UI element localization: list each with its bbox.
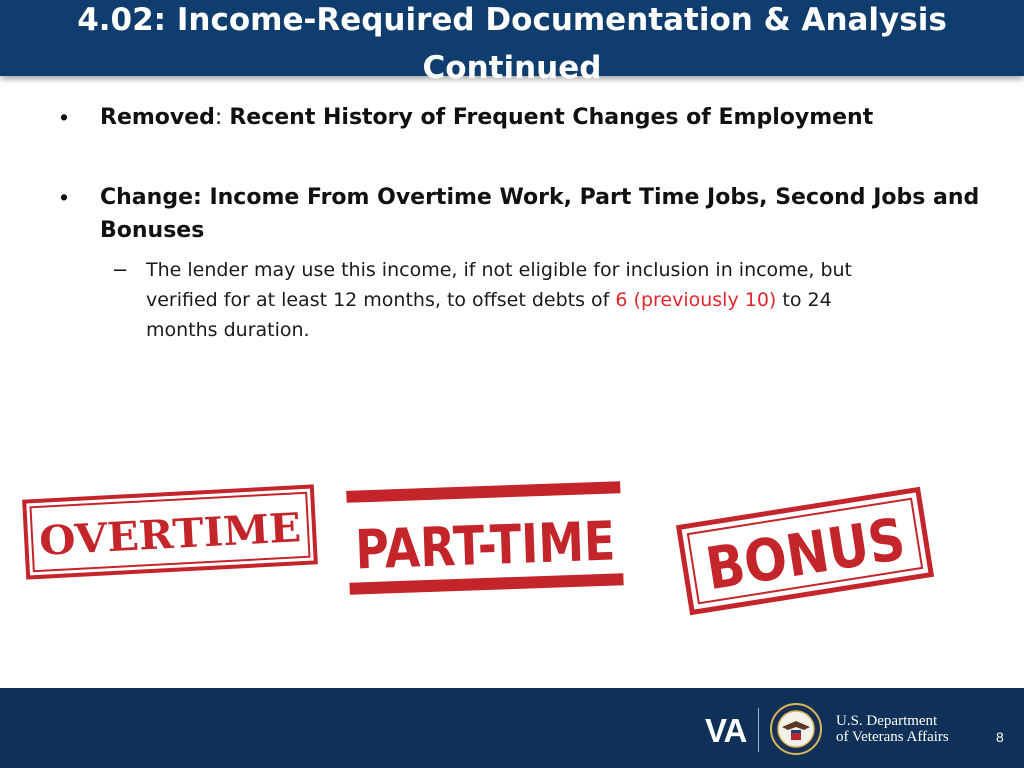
bullet-change-line1: Change: Income From Overtime Work, Part Time Jobs, Second Jobs and — [100, 185, 980, 210]
va-logo: VA — [705, 712, 747, 749]
bullet-change-line2: Bonuses — [100, 218, 205, 243]
department-name — [836, 713, 949, 745]
sub-bullet-dash: – — [114, 256, 127, 281]
department-name-line2: of Veterans Affairs — [836, 729, 949, 745]
bullet-marker: • — [60, 104, 69, 130]
department-name-line1: U.S. Department — [836, 713, 938, 729]
sub-bullet-line1: The lender may use this income, if not eligible for inclusion in income, but — [146, 259, 853, 281]
bullet-removed-separator: : — [214, 105, 230, 130]
sub-bullet-text — [146, 255, 1006, 345]
page-number: 8 — [996, 729, 1004, 745]
part-time-stamp-text: PART-TIME — [354, 507, 663, 582]
highlight-red-text: 6 (previously 10) — [615, 289, 777, 311]
bullet-removed-text: Recent History of Frequent Changes of Employment — [229, 105, 874, 130]
bullet-removed — [100, 101, 980, 134]
overtime-stamp — [20, 484, 320, 580]
va-seal-icon — [770, 703, 822, 755]
bonus-stamp — [670, 486, 940, 616]
logo-divider — [758, 708, 759, 752]
sub-bullet-line3: months duration. — [146, 319, 310, 341]
bullet-change — [100, 181, 1000, 247]
bonus-stamp-text: BONUS — [701, 499, 941, 604]
bullet-marker: • — [60, 184, 69, 210]
sub-bullet-line2-pre: verified for at least 12 months, to offset debts of — [146, 289, 616, 311]
bullet-removed-label: Removed — [100, 105, 215, 130]
slide-title: 4.02: Income-Required Documentation & Analysis Continued — [77, 2, 947, 86]
overtime-stamp-text: OVERTIME — [38, 504, 292, 565]
part-time-stamp — [342, 474, 663, 604]
sub-bullet-line2-post: to 24 — [776, 289, 832, 311]
sub-bullet-line2 — [146, 285, 1006, 315]
